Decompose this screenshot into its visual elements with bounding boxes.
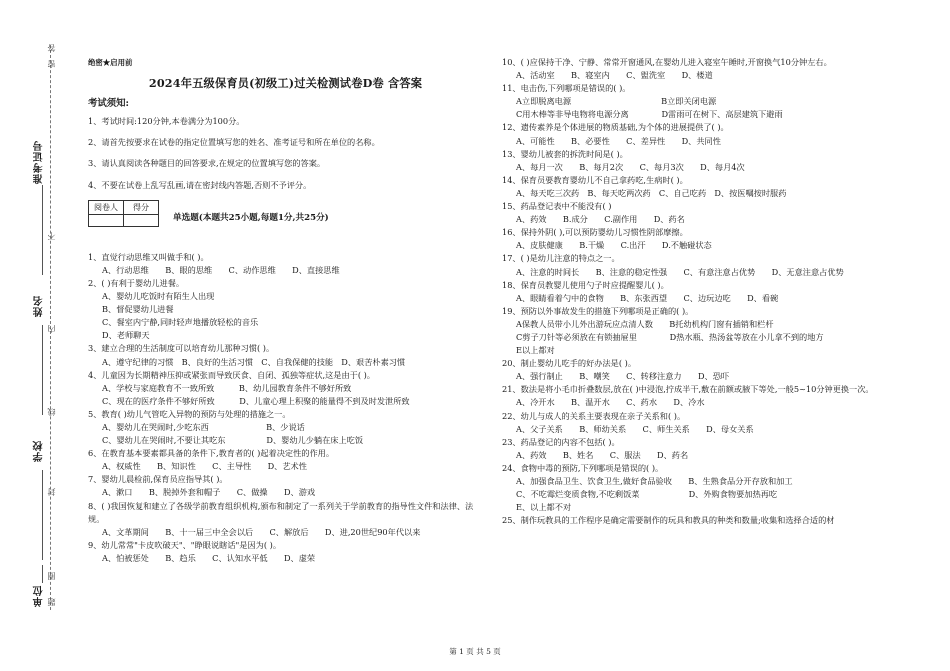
unit-label: 单位 xyxy=(34,585,45,607)
answer-options: C用木棒等非导电物将电源分离 D雷雨可在树下、高层建筑下避雨 xyxy=(516,109,783,120)
question-text: 18、保育员教婴儿使用勺子时应提醒婴儿( )。 xyxy=(502,279,669,290)
question-text: 20、制止婴幼儿吃手的好办法是( )。 xyxy=(502,358,637,369)
left-column xyxy=(88,56,483,565)
notice-item: 1、考试时间:120分钟,本卷满分为100分。 xyxy=(88,116,245,127)
question-text: 10、( )应保持干净、宁静、常常开窗通风,在婴幼儿进入寝室午睡时,开窗换气10分钟左右。 xyxy=(502,57,832,67)
question-text: 5、教育( )幼儿气管吃入异物的预防与处理的措施之一。 xyxy=(88,408,291,419)
seal-mark: 内 xyxy=(47,325,56,333)
answer-options: C剪子刀针等必须放在有锁抽屉里 D热水瓶、热汤盆等放在小儿拿不到的地方 xyxy=(516,331,824,342)
answer-options: A、怕被惩处 B、趋乐 C、认知水平低 D、虚荣 xyxy=(102,552,316,563)
answer-options: A、父子关系 B、师幼关系 C、师生关系 D、母女关系 xyxy=(516,423,754,434)
answer-options: A、每月一次 B、每月2次 C、每月3次 D、每月4次 xyxy=(516,161,745,172)
answer-options: A保教人员带小儿外出游玩应点清人数 B托幼机构门窗有插销和栏杆 xyxy=(516,318,774,329)
answer-options: A、强行制止 B、嘲笑 C、转移注意力 D、恐吓 xyxy=(516,371,730,382)
question-text: 7、婴幼儿晨检前,保育员应指导其( )。 xyxy=(88,474,228,485)
answer-options: A、药效 B、姓名 C、服法 D、药名 xyxy=(516,449,689,460)
question-text: 13、婴幼儿被套的拆洗时间是( )。 xyxy=(502,148,628,159)
answer-options: A、药效 B.成分 C.副作用 D、药名 xyxy=(516,214,685,225)
reviewer-blank[interactable] xyxy=(89,214,124,226)
question-text: 4、儿童因为长期精神压抑或紧张而导致厌食、自闭、孤独等症状,这是由于( )。 xyxy=(88,369,375,380)
answer-options: C、现在的医疗条件不够好所致 D、儿童心理上积聚的能量得不到及时发泄所致 xyxy=(102,395,410,406)
answer-options: A、学校与家庭教育不一致所致 B、幼儿园教育条件不够好所致 xyxy=(102,382,352,393)
question-text: 21、数法是将小毛巾折叠数层,放在( )中浸泡,拧成半干,敷在前额或腋下等处,一般5~10分钟更换一次。 xyxy=(502,384,874,395)
notice-item: 4、不要在试卷上乱写乱画,请在密封线内答题,否则不予评分。 xyxy=(88,179,312,190)
score-table xyxy=(88,200,159,227)
answer-options: A、遵守纪律的习惯 B、良好的生活习惯 C、自我保健的技能 D、艰苦朴素习惯 xyxy=(102,356,406,367)
question-text: 15、药品登记表中不能没有( ) xyxy=(502,201,612,212)
question-text: 24、食物中毒的预防,下列哪项是错误的( )。 xyxy=(502,462,664,473)
question-list-left xyxy=(88,251,483,565)
notice-item: 3、请认真阅读各种题目的回答要求,在规定的位置填写您的答案。 xyxy=(88,158,326,169)
answer-options: A、加强食品卫生、饮食卫生,做好食品验收 B、生熟食品分开存放和加工 xyxy=(516,476,793,486)
answer-options: C、婴幼儿在哭闹时,不要让其吃东 D、婴幼儿少躺在床上吃饭 xyxy=(102,435,364,446)
question-text: 19、预防以外事故发生的措施下列哪项是正确的( )。 xyxy=(502,305,694,316)
question-text: 6、在教育基本要素都具备的条件下,教育者的( )起着决定性的作用。 xyxy=(88,448,335,459)
answer-options: A、婴幼儿吃饭时有陌生人出现 xyxy=(102,291,215,302)
answer-options: A、皮肤健康 B.干燥 C.出汗 D.不触碰状态 xyxy=(516,240,712,251)
school-fill-line xyxy=(42,470,43,560)
question-text: 9、幼儿常常"卡皮吹破天"、"睁眼说瞎话"是因为( )。 xyxy=(88,539,282,550)
answer-options: C、不吃霉烂变质食物,不吃剩饭菜 D、外购食物要加热再吃 xyxy=(516,489,778,500)
score-blank[interactable] xyxy=(124,214,159,226)
question-text: 17、( )是幼儿注意的特点之一。 xyxy=(502,253,620,264)
seal-mark: 不 xyxy=(47,232,56,240)
page-footer: 第 1 页 共 5 页 xyxy=(449,647,501,656)
answer-options: A、行动思维 B、眼的思维 C、动作思维 D、直接思维 xyxy=(102,264,340,275)
answer-options: A、每天吃三次药 B、每天吃两次药 C、自己吃药 D、按医嘱按时服药 xyxy=(516,187,787,198)
question-text: 3、建立合理的生活制度可以培育幼儿那种习惯( )。 xyxy=(88,343,275,354)
question-text: 11、电击伤,下列哪项是错误的( )。 xyxy=(502,83,631,94)
question-list-right xyxy=(502,56,900,527)
answer-options: A、冷开水 B、温开水 C、药水 D、冷水 xyxy=(516,397,705,408)
question-text: 23、药品登记的内容不包括( )。 xyxy=(502,436,620,447)
answer-options: A、眼睛看着勺中的食物 B、东张西望 C、边玩边吃 D、看碗 xyxy=(516,292,779,303)
name-fill-line xyxy=(42,325,43,415)
answer-options: A立即脱离电源 B立即关闭电源 xyxy=(516,96,717,107)
score-cell: 得分 xyxy=(124,200,159,214)
seal-mark: 线 xyxy=(47,408,56,416)
seal-mark: 圈 xyxy=(47,572,56,580)
seal-mark: 题 xyxy=(47,598,56,606)
question-text: 14、保育员要教育婴幼儿不自己拿药吃,生病时( )。 xyxy=(502,174,688,185)
answer-options: B、督促婴幼儿进餐 xyxy=(102,304,174,315)
answer-options: A、活动室 B、寝室内 C、盥洗室 D、楼道 xyxy=(516,70,713,81)
answer-options: E以上都对 xyxy=(516,345,555,356)
question-text: 2、( )有利于婴幼儿进餐。 xyxy=(88,277,185,288)
right-column xyxy=(502,56,900,527)
exam-id-fill-line xyxy=(42,185,43,275)
score-area xyxy=(88,200,483,227)
seal-mark: 封 xyxy=(47,488,56,496)
name-label: 姓名 xyxy=(34,295,45,317)
school-label: 学校 xyxy=(34,440,45,462)
answer-options: A、文革期间 B、十一届三中全会以后 C、解放后 D、进,20世纪90年代以来 xyxy=(102,526,421,537)
question-text: 8、( )我国恢复和建立了各级学前教育组织机构,颁布和制定了一系列关于学前教育的指导性文件和法律、法规。 xyxy=(88,500,474,524)
question-text: 25、制作玩教具的工作程序是确定需要制作的玩具和教具的种类和数量;收集和选择合适的材 xyxy=(502,515,835,526)
notice-heading: 考试须知: xyxy=(88,98,129,110)
question-text: 1、直觉行动思维又叫做手和( )。 xyxy=(88,251,209,262)
answer-options: E、以上都不对 xyxy=(516,502,572,513)
section-title: 单选题(本题共25小题,每题1分,共25分) xyxy=(173,212,329,223)
exam-id-label: 准考证号 xyxy=(34,140,45,184)
unit-fill-line xyxy=(42,565,43,583)
answer-options: A、权威性 B、知识性 C、主导性 D、艺术性 xyxy=(102,461,307,472)
question-text: 12、遗传素养是个体进展的物质基础,为个体的进展提供了( )。 xyxy=(502,122,729,133)
question-text: 16、保持外阴( ),可以预防婴幼儿习惯性阴部摩擦。 xyxy=(502,227,688,238)
reviewer-cell: 阅卷人 xyxy=(89,200,124,214)
question-text: 22、幼儿与成人的关系主要表现在亲子关系和( )。 xyxy=(502,410,686,421)
exam-title: 2024年五级保育员(初级工)过关检测试卷D卷 含答案 xyxy=(148,76,423,91)
seal-mark: 答 xyxy=(47,44,56,52)
answer-options: A、婴幼儿在哭闹时,少吃东西 B、少说话 xyxy=(102,421,305,432)
answer-options: A、可能性 B、必要性 C、差异性 D、共同性 xyxy=(516,135,721,146)
answer-options: D、老师聊天 xyxy=(102,330,150,341)
answer-options: A、漱口 B、脱掉外套和帽子 C、做操 D、游戏 xyxy=(102,487,316,498)
seal-mark: 密 xyxy=(47,60,56,68)
answer-options: A、注意的时间长 B、注意的稳定性强 C、有意注意占优势 D、无意注意占优势 xyxy=(516,266,844,277)
answer-options: C、餐室内宁静,同时轻声地播放轻松的音乐 xyxy=(102,317,259,328)
notice-item: 2、请首先按要求在试卷的指定位置填写您的姓名、准考证号和所在单位的名称。 xyxy=(88,137,380,148)
secret-mark: 绝密★启用前 xyxy=(88,58,133,67)
